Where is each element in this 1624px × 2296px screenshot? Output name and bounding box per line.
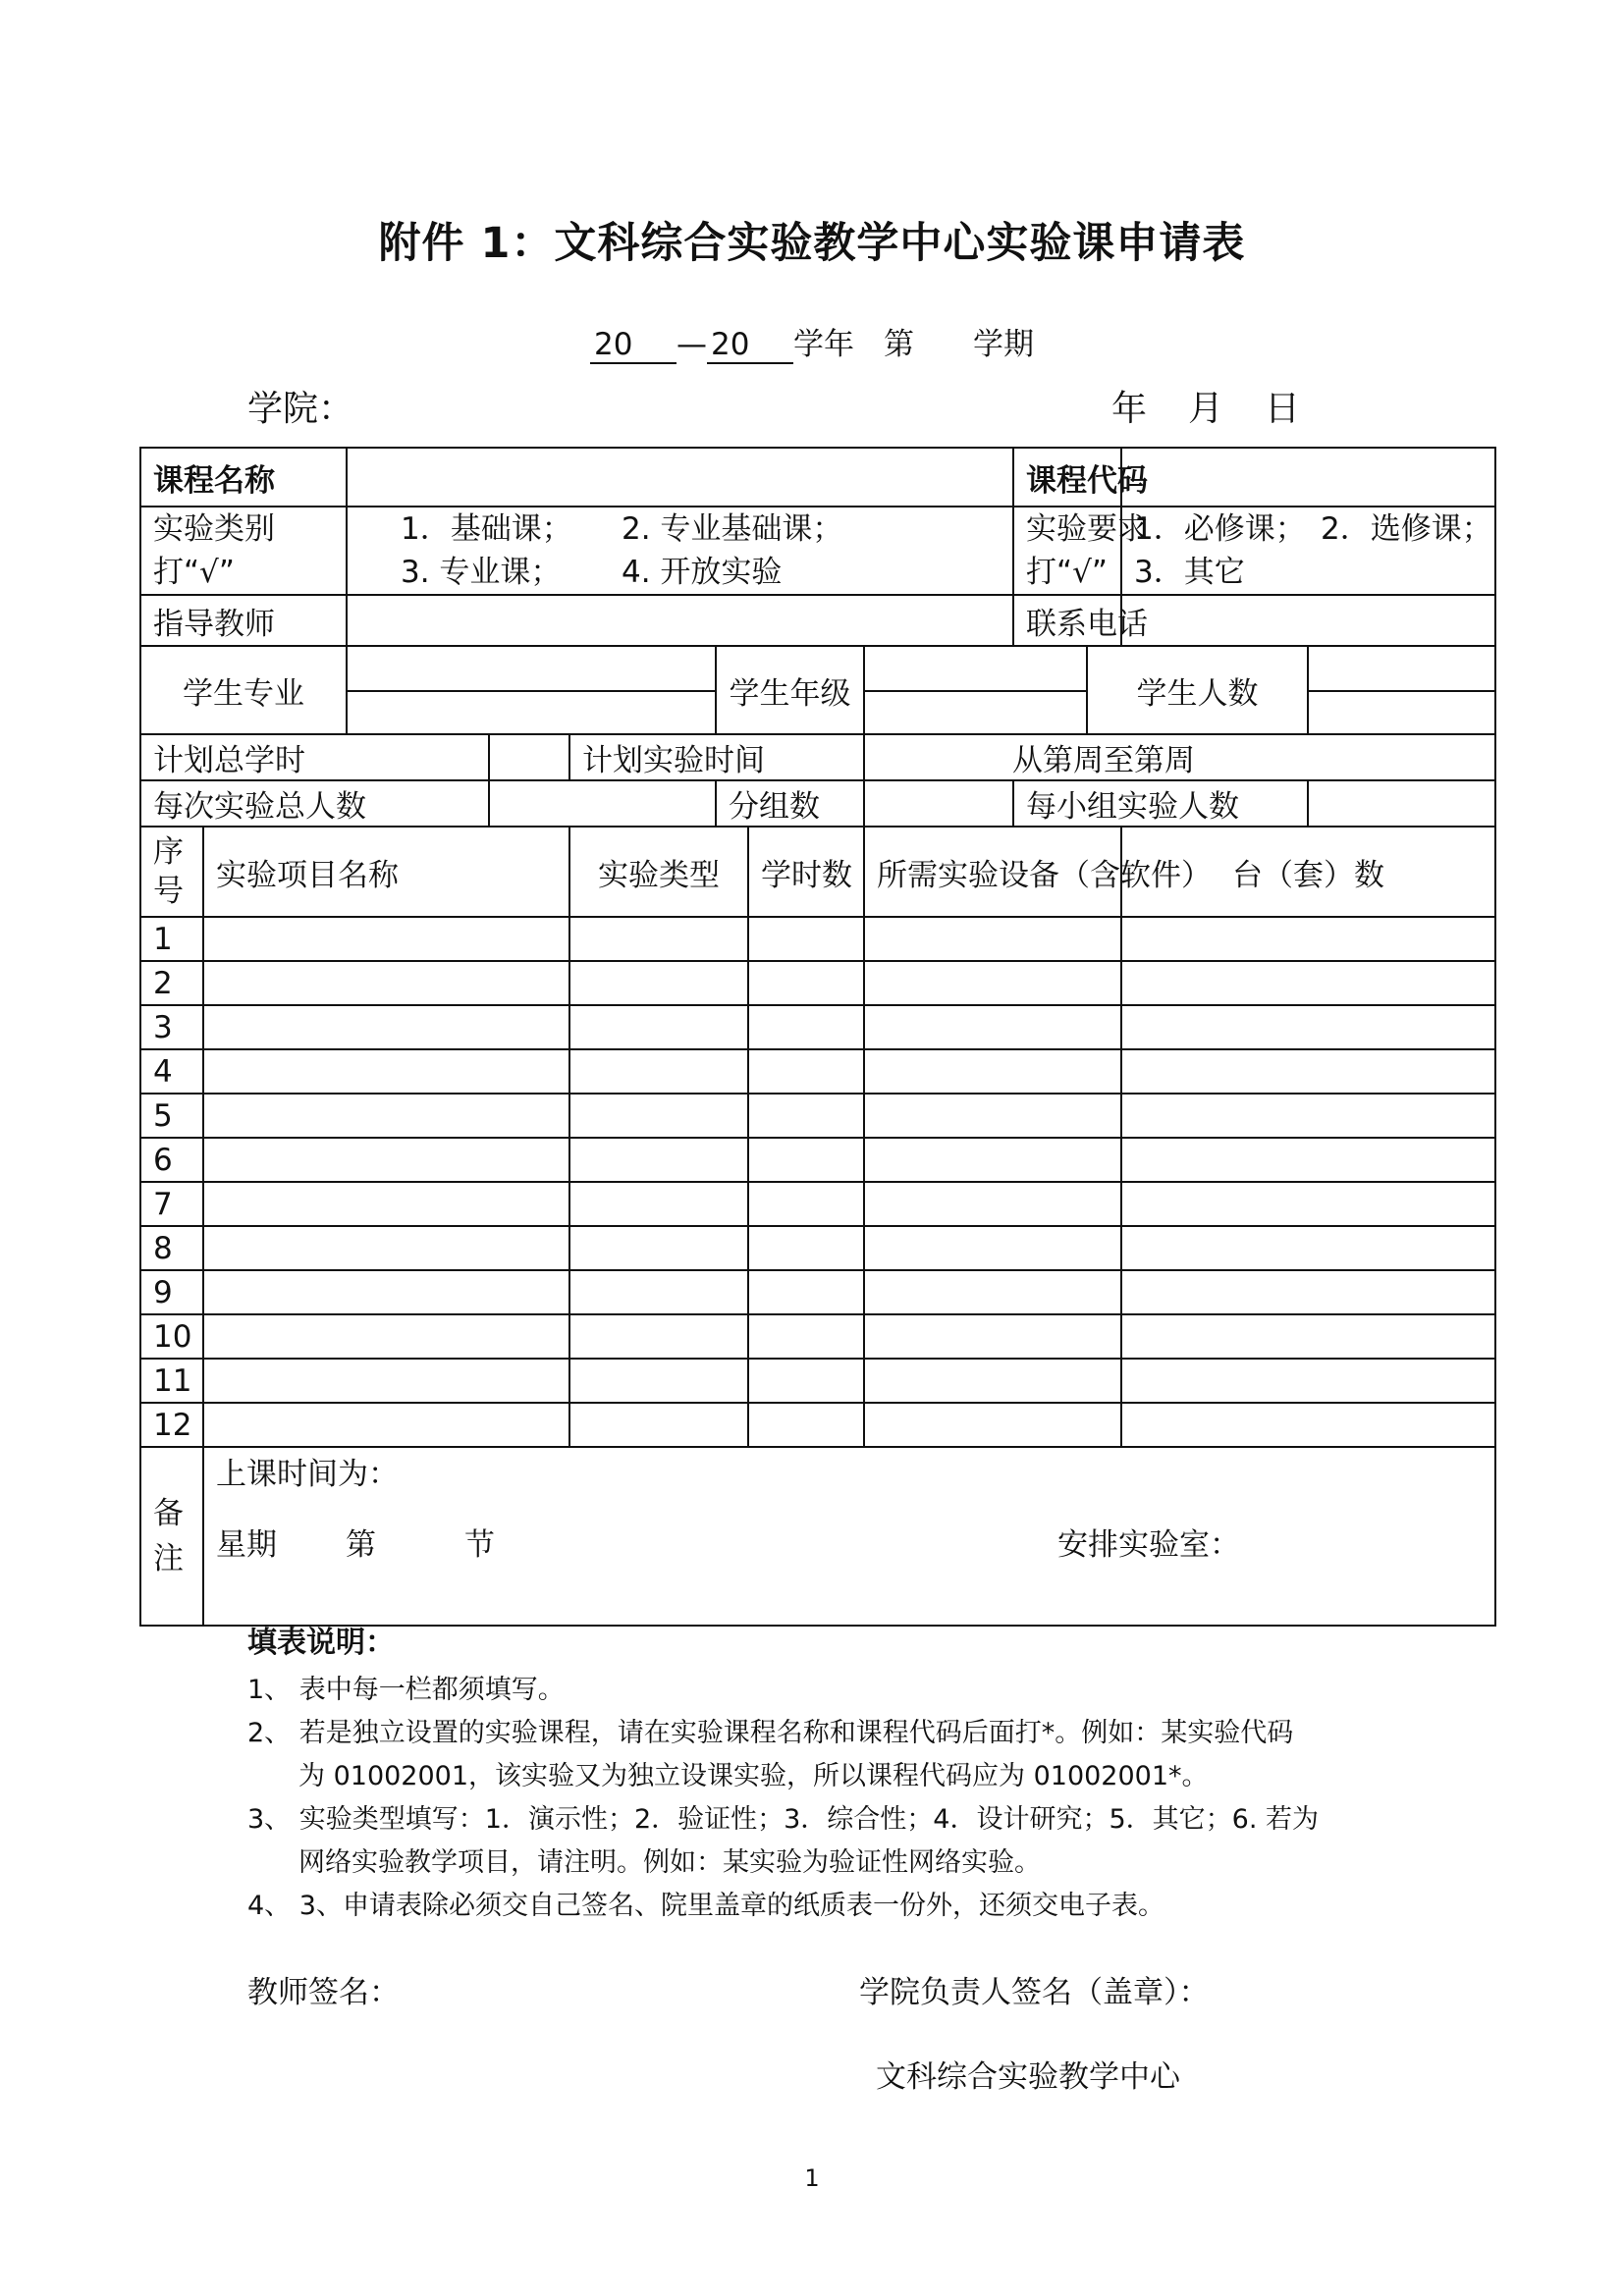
- teacher-signature-label: 教师签名：: [247, 1975, 400, 2010]
- remarks-content[interactable]: [203, 1447, 1495, 1626]
- remarks-char-2: 注: [153, 1541, 184, 1576]
- table-row: [140, 1403, 1495, 1447]
- item-sets-input[interactable]: [1121, 917, 1495, 961]
- grade-input[interactable]: [864, 646, 1087, 734]
- page-title: 附件 1：文科综合实验教学中心实验课申请表: [378, 219, 1246, 268]
- table-row: [140, 1005, 1495, 1049]
- application-form-table: [139, 447, 1496, 1627]
- row-number: 12: [140, 1403, 203, 1447]
- table-row: [140, 1314, 1495, 1359]
- item-equipment-input[interactable]: [864, 1094, 1121, 1138]
- item-type-input[interactable]: [569, 1270, 748, 1314]
- class-time-label: 上课时间为：: [216, 1457, 399, 1492]
- item-name-input[interactable]: [203, 1049, 569, 1094]
- seq-char-1: 序: [153, 834, 184, 870]
- item-name-input[interactable]: [203, 1270, 569, 1314]
- item-type-input[interactable]: [569, 1182, 748, 1226]
- item-sets-input[interactable]: [1121, 1049, 1495, 1094]
- item-sets-input[interactable]: [1121, 1359, 1495, 1403]
- item-name-input[interactable]: [203, 1226, 569, 1270]
- page-number: 1: [804, 2164, 820, 2192]
- instruction-1: 1、 表中每一栏都须填写。: [247, 1675, 565, 1705]
- exp-requirement-opt1[interactable]: 1．必修课；: [1134, 511, 1306, 547]
- item-type-input[interactable]: [569, 1403, 748, 1447]
- exp-category-opt4[interactable]: 4. 开放实验: [622, 555, 783, 590]
- exp-requirement-opt2[interactable]: 2．选修课；: [1321, 511, 1492, 547]
- item-equipment-input[interactable]: [864, 1226, 1121, 1270]
- item-sets-input[interactable]: [1121, 1094, 1495, 1138]
- item-type-input[interactable]: [569, 1138, 748, 1182]
- item-hours-input[interactable]: [748, 1226, 864, 1270]
- exp-category-opt3[interactable]: 3. 专业课；: [401, 555, 562, 590]
- item-hours-input[interactable]: [748, 1270, 864, 1314]
- date-month: 月: [1188, 389, 1228, 429]
- items-header-sets: 台（套）数: [1121, 827, 1495, 917]
- item-type-input[interactable]: [569, 1226, 748, 1270]
- item-name-input[interactable]: [203, 1403, 569, 1447]
- item-equipment-input[interactable]: [864, 1005, 1121, 1049]
- date-year: 年: [1111, 389, 1152, 429]
- groups-label: 分组数: [716, 780, 864, 827]
- row-number: 11: [140, 1359, 203, 1403]
- item-name-input[interactable]: [203, 1359, 569, 1403]
- total-hours-input[interactable]: [489, 734, 569, 780]
- item-equipment-input[interactable]: [864, 1403, 1121, 1447]
- exp-requirement-opt3[interactable]: 3．其它: [1134, 555, 1245, 590]
- row-number: 6: [140, 1138, 203, 1182]
- remarks-row: [140, 1447, 1495, 1626]
- item-name-input[interactable]: [203, 917, 569, 961]
- item-type-input[interactable]: [569, 1314, 748, 1359]
- item-hours-input[interactable]: [748, 1314, 864, 1359]
- item-name-input[interactable]: [203, 1094, 569, 1138]
- lab-arrange-label: 安排实验室：: [1057, 1527, 1240, 1563]
- item-sets-input[interactable]: [1121, 1270, 1495, 1314]
- year-start[interactable]: 20: [590, 327, 677, 364]
- table-row: [140, 1270, 1495, 1314]
- exp-category-options: [347, 507, 1013, 595]
- instructions-section: [247, 1622, 1426, 1928]
- course-code-input[interactable]: [1121, 448, 1495, 507]
- item-hours-input[interactable]: [748, 1182, 864, 1226]
- table-row: [140, 1226, 1495, 1270]
- exp-requirement-tick: 打“√”: [1026, 555, 1108, 590]
- item-hours-input[interactable]: [748, 1359, 864, 1403]
- exp-requirement-label: 实验要求: [1026, 511, 1149, 547]
- items-header-hours: 学时数: [748, 827, 864, 917]
- date-line: [1111, 381, 1341, 431]
- table-row: [140, 1049, 1495, 1094]
- items-header-equipment: 所需实验设备（含软件）: [864, 827, 1121, 917]
- count-label: 学生人数: [1087, 646, 1308, 734]
- item-type-input[interactable]: [569, 1049, 748, 1094]
- item-type-input[interactable]: [569, 1359, 748, 1403]
- semester-line: [0, 319, 1624, 364]
- week-range[interactable]: 从第周至第周: [864, 734, 1495, 780]
- item-sets-input[interactable]: [1121, 1226, 1495, 1270]
- exp-category-tick: 打“√”: [153, 555, 235, 590]
- item-sets-input[interactable]: [1121, 1005, 1495, 1049]
- exp-requirement-label-cell: [1013, 507, 1149, 595]
- row-number: 4: [140, 1049, 203, 1094]
- item-sets-input[interactable]: [1121, 1403, 1495, 1447]
- items-header-seq: [140, 827, 203, 917]
- academic-year-label: 学年: [793, 327, 854, 362]
- exp-category-label-cell: [140, 507, 347, 595]
- instruction-2b: 为 01002001，该实验又为独立设课实验，所以课程代码应为 01002001*。: [298, 1761, 1209, 1791]
- item-equipment-input[interactable]: [864, 1049, 1121, 1094]
- year-end[interactable]: 20: [707, 327, 793, 364]
- groups-input[interactable]: [864, 780, 1013, 827]
- instruction-2a: 2、 若是独立设置的实验课程，请在实验课程名称和课程代码后面打*。例如：某实验代码: [247, 1718, 1294, 1748]
- table-row: [140, 1138, 1495, 1182]
- exp-requirement-options: [1121, 507, 1495, 595]
- item-hours-input[interactable]: [748, 961, 864, 1005]
- item-equipment-input[interactable]: [864, 917, 1121, 961]
- course-code-label: 课程代码: [1013, 448, 1121, 507]
- item-name-input[interactable]: [203, 1182, 569, 1226]
- instruction-3a: 3、 实验类型填写：1．演示性；2．验证性；3．综合性；4．设计研究；5．其它；6. 若为: [247, 1804, 1319, 1835]
- remarks-label: [140, 1447, 203, 1626]
- weekday-label: 星期: [216, 1527, 277, 1563]
- items-header-name: 实验项目名称: [203, 827, 569, 917]
- per-group-input[interactable]: [1308, 780, 1495, 827]
- year-dash: —: [677, 327, 707, 362]
- item-type-input[interactable]: [569, 1005, 748, 1049]
- table-row: [140, 1359, 1495, 1403]
- row-number: 7: [140, 1182, 203, 1226]
- total-hours-label: 计划总学时: [140, 734, 489, 780]
- remarks-char-1: 备: [153, 1496, 184, 1531]
- item-equipment-input[interactable]: [864, 1270, 1121, 1314]
- item-sets-input[interactable]: [1121, 1314, 1495, 1359]
- instruction-4: 4、 3、申请表除必须交自己签名、院里盖章的纸质表一份外，还须交电子表。: [247, 1891, 1164, 1921]
- table-row: [140, 1182, 1495, 1226]
- per-group-label: 每小组实验人数: [1013, 780, 1308, 827]
- count-input[interactable]: [1308, 646, 1495, 734]
- item-sets-input[interactable]: [1121, 961, 1495, 1005]
- instructions-heading: 填表说明：: [247, 1626, 395, 1660]
- item-equipment-input[interactable]: [864, 1138, 1121, 1182]
- period-suffix: 节: [464, 1527, 495, 1563]
- instruction-3b: 网络实验教学项目，请注明。例如：某实验为验证性网络实验。: [298, 1847, 1041, 1878]
- date-day: 日: [1265, 389, 1305, 429]
- item-equipment-input[interactable]: [864, 1314, 1121, 1359]
- instructor-label: 指导教师: [140, 595, 347, 646]
- item-name-input[interactable]: [203, 1314, 569, 1359]
- plan-time-label: 计划实验时间: [569, 734, 864, 780]
- term-prefix: 第: [884, 327, 914, 362]
- item-equipment-input[interactable]: [864, 961, 1121, 1005]
- class-time-line: [216, 1522, 1483, 1568]
- major-label: 学生专业: [140, 646, 347, 734]
- item-hours-input[interactable]: [748, 1138, 864, 1182]
- item-type-input[interactable]: [569, 917, 748, 961]
- item-sets-input[interactable]: [1121, 1182, 1495, 1226]
- item-sets-input[interactable]: [1121, 1138, 1495, 1182]
- item-name-input[interactable]: [203, 1138, 569, 1182]
- item-equipment-input[interactable]: [864, 1182, 1121, 1226]
- exp-category-opt2[interactable]: 2. 专业基础课；: [622, 511, 843, 547]
- row-number: 5: [140, 1094, 203, 1138]
- table-row: [140, 1094, 1495, 1138]
- row-number: 2: [140, 961, 203, 1005]
- item-equipment-input[interactable]: [864, 1359, 1121, 1403]
- instructor-input[interactable]: [347, 595, 1013, 646]
- item-type-input[interactable]: [569, 961, 748, 1005]
- item-hours-input[interactable]: [748, 917, 864, 961]
- items-header-type: 实验类型: [569, 827, 748, 917]
- item-hours-input[interactable]: [748, 1094, 864, 1138]
- item-hours-input[interactable]: [748, 1049, 864, 1094]
- item-type-input[interactable]: [569, 1094, 748, 1138]
- phone-input[interactable]: [1121, 595, 1495, 646]
- item-name-input[interactable]: [203, 961, 569, 1005]
- row-number: 8: [140, 1226, 203, 1270]
- table-row: [140, 961, 1495, 1005]
- college-signature-label: 学院负责人签名（盖章）：: [859, 1975, 1210, 2010]
- item-name-input[interactable]: [203, 1005, 569, 1049]
- exp-category-opt1[interactable]: 1．基础课；: [401, 511, 572, 547]
- row-number: 10: [140, 1314, 203, 1359]
- seq-char-2: 号: [153, 874, 184, 909]
- grade-label: 学生年级: [716, 646, 864, 734]
- items-header-row: [140, 827, 1495, 917]
- item-hours-input[interactable]: [748, 1403, 864, 1447]
- course-name-label: 课程名称: [140, 448, 347, 507]
- exp-category-label: 实验类别: [153, 511, 275, 547]
- phone-label: 联系电话: [1013, 595, 1121, 646]
- period-prefix: 第: [346, 1527, 376, 1563]
- row-number: 3: [140, 1005, 203, 1049]
- center-name: 文科综合实验教学中心: [876, 2059, 1180, 2095]
- major-input[interactable]: [347, 646, 716, 734]
- per-session-label: 每次实验总人数: [140, 780, 489, 827]
- college-label: 学院：: [247, 389, 354, 429]
- term-suffix: 学期: [973, 327, 1034, 362]
- course-name-input[interactable]: [347, 448, 1013, 507]
- row-number: 9: [140, 1270, 203, 1314]
- table-row: [140, 917, 1495, 961]
- item-hours-input[interactable]: [748, 1005, 864, 1049]
- row-number: 1: [140, 917, 203, 961]
- per-session-input[interactable]: [489, 780, 716, 827]
